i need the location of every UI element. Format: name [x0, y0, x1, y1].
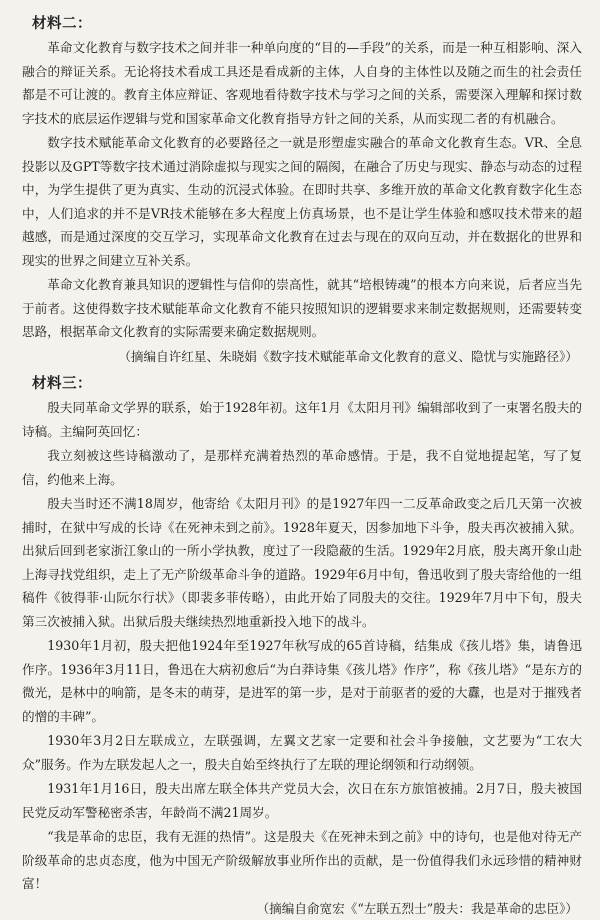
- section3-paragraph: “我是革命的忠臣，我有无涯的热情”。这是殷夫《在死神未到之前》中的诗句，也是他对待无产阶级革命的忠贞态度，他为中国无产阶级解放事业所作出的贡献，是一份值得我们永远珍惜的精神财富！: [22, 825, 582, 896]
- section2-heading: 材料二：: [32, 12, 582, 33]
- section3-paragraph: 1930年1月初，殷夫把他1924年至1927年秋写成的65首诗稿，结集成《孩儿塔》集，请鲁迅作序。1936年3月11日，鲁迅在大病初愈后“为白莽诗集《孩儿塔》作序”，称《孩儿塔》“是东方的微光，是林中的响箭，是冬末的萌芽，是进军的第一步，是对于前驱者的爱的大纛，也是对于摧残者的憎的丰碑”。: [22, 634, 582, 728]
- section3-heading: 材料三：: [32, 372, 582, 393]
- section3-paragraph: 殷夫同革命文学界的联系，始于1928年初。这年1月《太阳月刊》编辑部收到了一束署名殷夫的诗稿。主编阿英回忆：: [22, 396, 582, 443]
- section3-paragraph: 1930年3月2日左联成立，左联强调，左翼文艺家一定要和社会斗争接触，文艺要为“工农大众”服务。作为左联发起人之一，殷夫自始至终执行了左联的理论纲领和行动纲领。: [22, 729, 582, 776]
- section3-source: （摘编自俞宽宏《“左联五烈士”殷夫：我是革命的忠臣》）: [22, 897, 578, 920]
- section3-quote: 我立刻被这些诗稿激动了，是那样充满着热烈的革命感情。于是，我不自觉地提起笔，写了复信，约他来上海。: [22, 444, 582, 491]
- section2-paragraph: 革命文化教育与数字技术之间并非一种单向度的“目的—手段”的关系，而是一种互相影响、深入融合的辩证关系。无论将技术看成工具还是看成新的主体，人自身的主体性以及随之而生的社会责任都是不可让渡的。教育主体应辩证、客观地看待数字技术与学习之间的关系，需要深入理解和探讨数字技术的底层运作逻辑与党和国家革命文化教育指导方针之间的关系，从而实现二者的有机融合。: [22, 36, 582, 130]
- section2-paragraph: 数字技术赋能革命文化教育的必要路径之一就是形塑虚实融合的革命文化教育生态。VR、全息投影以及GPT等数字技术通过消除虚拟与现实之间的隔阂，在融合了历史与现实、静态与动态的过程中，为学生提供了更为真实、生动的沉浸式体验。在即时共享、多维开放的革命文化教育数字化生态中，人们追求的并不是VR技术能够在多大程度上仿真场景，也不是让学生体验和感叹技术带来的超越感，而是通过深度的交互学习，实现革命文化教育在过去与现在的双向互动，并在数据化的世界和现实的世界之间建立互补关系。: [22, 131, 582, 272]
- section2-paragraph: 革命文化教育兼具知识的逻辑性与信仰的崇高性，就其“培根铸魂”的根本方向来说，后者应当先于前者。这使得数字技术赋能革命文化教育不能只按照知识的逻辑要求来制定数据规则，还需要转变思路，根据革命文化教育的实际需要来确定数据规则。: [22, 273, 582, 344]
- section2-source: （摘编自许红星、朱晓娟《数字技术赋能革命文化教育的意义、隐忧与实施路径》）: [22, 345, 578, 369]
- section3-paragraph: 1931年1月16日，殷夫出席左联全体共产党员大会，次日在东方旅馆被捕。2月7日，殷夫被国民党反动军警秘密杀害，年龄尚不满21周岁。: [22, 777, 582, 824]
- section3-paragraph: 殷夫当时还不满18周岁，他寄给《太阳月刊》的是1927年四一二反革命政变之后几天第一次被捕时，在狱中写成的长诗《在死神未到之前》。1928年夏天，因参加地下斗争，殷夫再次被捕入狱。出狱后回到老家浙江象山的一所小学执教，度过了一段隐蔽的生活。1929年2月底，殷夫离开象山赴上海寻找党组织，走上了无产阶级革命斗争的道路。1929年6月中旬，鲁迅收到了殷夫寄给他的一组稿件《彼得菲·山阮尔行状》（即裴多菲传略），由此开始了同殷夫的交往。1929年7月中下旬，殷夫第三次被捕入狱。出狱后殷夫继续热烈地重新投入地下的战斗。: [22, 492, 582, 633]
